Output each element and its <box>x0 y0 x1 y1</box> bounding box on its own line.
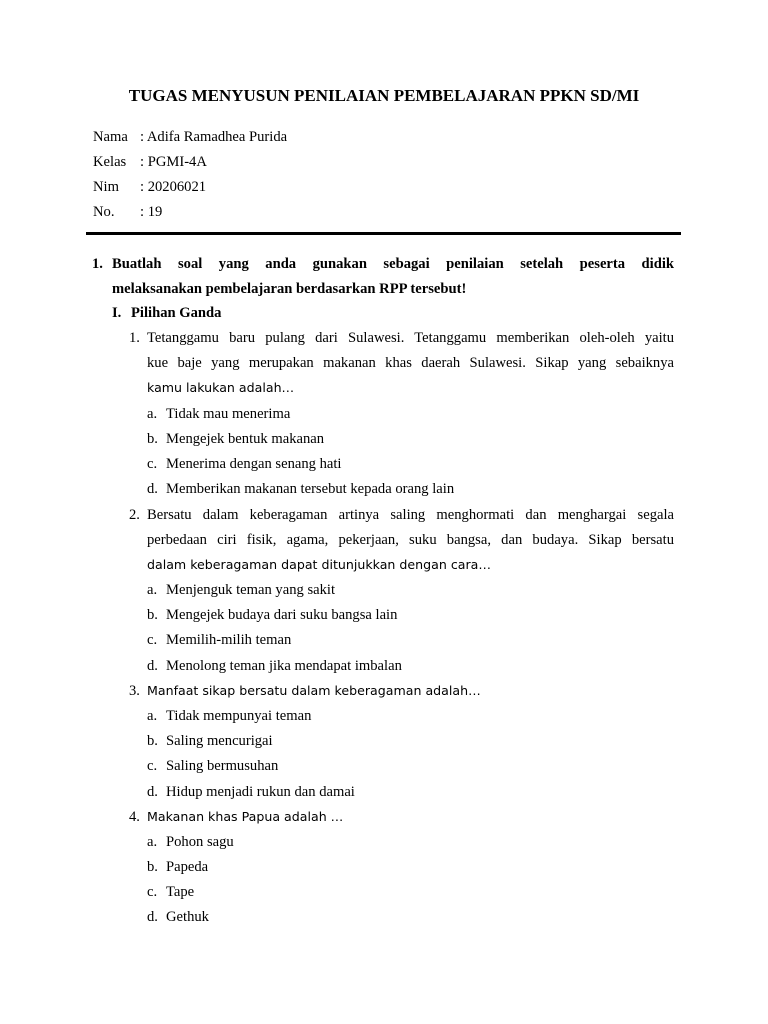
question-text-line: perbedaan ciri fisik, agama, pekerjaan, suku bangsa, dan budaya. Sikap bersatu <box>147 532 674 548</box>
answer-option <box>147 706 311 726</box>
identity-value: : 19 <box>140 204 163 220</box>
option-text: Memberikan makanan tersebut kepada orang lain <box>166 481 455 497</box>
identity-value: : PGMI-4A <box>140 154 207 170</box>
identity-row-number <box>93 202 162 222</box>
option-letter: d. <box>147 481 158 497</box>
instruction-number: 1. <box>92 256 103 272</box>
identity-value: : 20206021 <box>140 179 207 195</box>
answer-option <box>147 454 341 474</box>
option-letter: c. <box>147 758 158 774</box>
section-number: I. <box>112 305 122 321</box>
answer-option <box>147 429 324 449</box>
question-number: 3. <box>129 683 140 699</box>
question-text-line: Manfaat sikap bersatu dalam keberagaman adalah… <box>147 683 481 698</box>
option-text: Pohon sagu <box>166 834 234 850</box>
page-title: TUGAS MENYUSUN PENILAIAN PEMBELAJARAN PPKN SD/MI <box>128 86 640 105</box>
option-letter: c. <box>147 632 158 648</box>
option-text: Mengejek bentuk makanan <box>166 431 325 447</box>
answer-option <box>147 907 209 927</box>
option-letter: b. <box>147 733 158 749</box>
option-text: Mengejek budaya dari suku bangsa lain <box>166 607 398 623</box>
identity-row-class <box>93 152 207 172</box>
answer-option <box>147 782 355 802</box>
option-letter: c. <box>147 884 158 900</box>
answer-option <box>147 731 273 751</box>
question-text-line: dalam keberagaman dapat ditunjukkan dengan cara… <box>147 557 491 572</box>
answer-option <box>147 656 402 676</box>
header-divider <box>86 232 681 235</box>
identity-label: Nama <box>93 129 128 145</box>
option-text: Gethuk <box>166 909 209 925</box>
question-text-line: kue baje yang merupakan makanan khas daerah Sulawesi. Sikap yang sebaiknya <box>147 355 674 371</box>
option-letter: a. <box>147 708 158 724</box>
answer-option <box>147 404 290 424</box>
identity-value: : Adifa Ramadhea Purida <box>140 129 288 145</box>
instruction-line: Buatlah soal yang anda gunakan sebagai penilaian setelah peserta didik <box>112 256 674 272</box>
identity-row-name <box>93 127 287 147</box>
option-text: Tape <box>166 884 195 900</box>
section-title: Pilihan Ganda <box>131 305 222 321</box>
question-text-line: Bersatu dalam keberagaman artinya saling menghormati dan menghargai segala <box>147 507 674 523</box>
option-text: Tidak mempunyai teman <box>166 708 312 724</box>
option-letter: d. <box>147 909 158 925</box>
option-text: Menjenguk teman yang sakit <box>166 582 336 598</box>
question-text-line: Tetanggamu baru pulang dari Sulawesi. Tetanggamu memberikan oleh-oleh yaitu <box>147 330 674 346</box>
option-letter: d. <box>147 658 158 674</box>
option-letter: b. <box>147 431 158 447</box>
answer-option <box>147 756 278 776</box>
identity-row-nim <box>93 177 206 197</box>
option-text: Hidup menjadi rukun dan damai <box>166 784 355 800</box>
option-letter: a. <box>147 406 158 422</box>
identity-label: No. <box>93 204 115 220</box>
identity-label: Kelas <box>93 154 127 170</box>
option-text: Saling bermusuhan <box>166 758 279 774</box>
option-letter: d. <box>147 784 158 800</box>
option-letter: c. <box>147 456 158 472</box>
question-number: 2. <box>129 507 140 523</box>
option-letter: b. <box>147 859 158 875</box>
answer-option <box>147 630 291 650</box>
option-text: Menerima dengan senang hati <box>166 456 342 472</box>
answer-option <box>147 479 454 499</box>
instruction-line: melaksanakan pembelajaran berdasarkan RPP tersebut! <box>112 281 467 297</box>
question-number: 1. <box>129 330 140 346</box>
answer-option <box>147 580 335 600</box>
answer-option <box>147 605 397 625</box>
option-letter: a. <box>147 582 158 598</box>
option-text: Tidak mau menerima <box>166 406 291 422</box>
option-letter: a. <box>147 834 158 850</box>
question-text-line: Makanan khas Papua adalah … <box>147 809 344 824</box>
answer-option <box>147 857 208 877</box>
question-number: 4. <box>129 809 140 825</box>
option-text: Menolong teman jika mendapat imbalan <box>166 658 402 674</box>
answer-option <box>147 832 234 852</box>
question-text-line: kamu lakukan adalah… <box>147 380 295 395</box>
option-text: Memilih-milih teman <box>166 632 292 648</box>
option-text: Papeda <box>166 859 209 875</box>
option-text: Saling mencurigai <box>166 733 273 749</box>
option-letter: b. <box>147 607 158 623</box>
identity-label: Nim <box>93 179 119 195</box>
answer-option <box>147 882 194 902</box>
